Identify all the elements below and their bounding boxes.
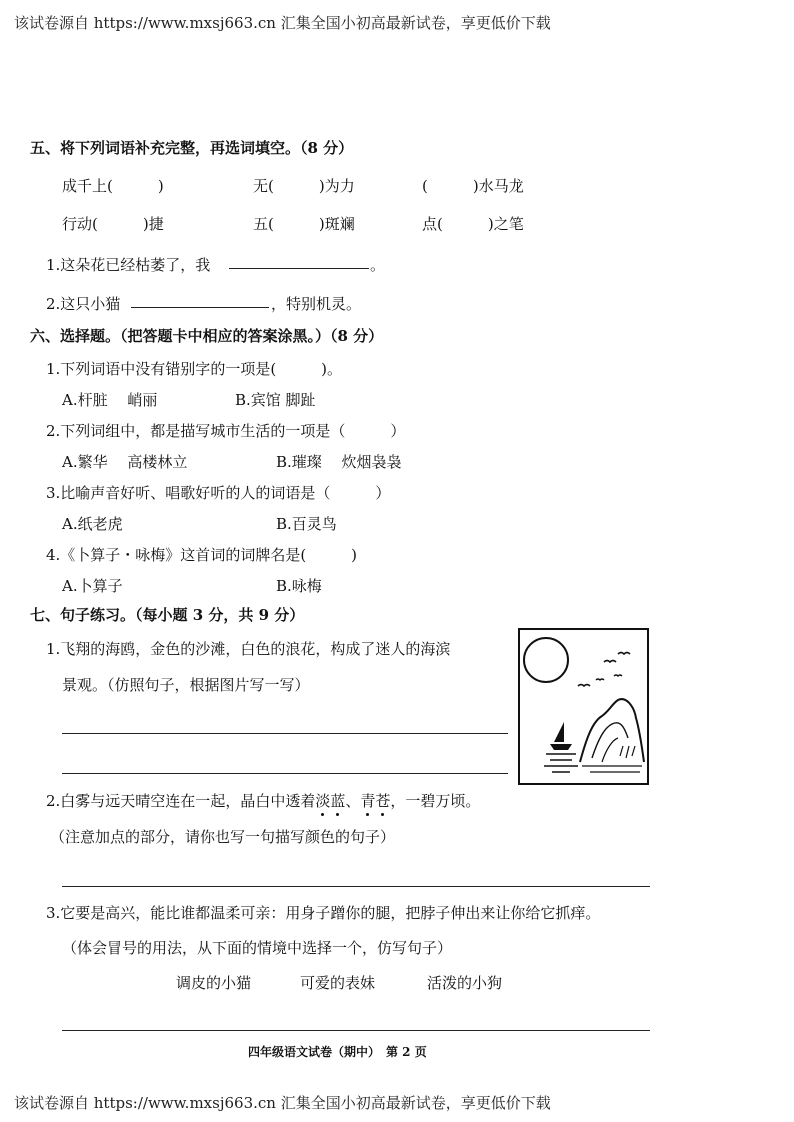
idiom-blank: 点( )之笔 — [422, 215, 524, 233]
option-a[interactable]: A.纸老虎 — [62, 515, 123, 533]
option-a[interactable]: A.繁华 高楼林立 — [62, 453, 188, 471]
dotted-character: 苍 — [375, 792, 391, 810]
question-stem: 4.《卜算子・咏梅》这首词的词牌名是( ) — [46, 546, 358, 564]
section-6-title: 六、选择题。（把答题卡中相应的答案涂黑。）（8 分） — [30, 327, 384, 345]
dotted-character: 蓝 — [330, 792, 346, 810]
dotted-character: 淡 — [315, 792, 331, 810]
option-b[interactable]: B.璀璨 炊烟袅袅 — [276, 453, 402, 471]
option-b[interactable]: B.咏梅 — [276, 577, 322, 595]
fill-sentence-2-end: ，特别机灵。 — [271, 295, 362, 313]
scenario-choice: 可爱的表妹 — [300, 974, 376, 992]
sentence-q1-line1: 1.飞翔的海鸥，金色的沙滩，白色的浪花，构成了迷人的海滨 — [46, 640, 451, 658]
sentence-q2 — [46, 790, 480, 811]
answer-line[interactable] — [131, 307, 269, 308]
sentence-q1-line2: 景观。（仿照句子，根据图片写一写） — [62, 676, 310, 694]
source-banner-top: 该试卷源自 https://www.mxsj663.cn 汇集全国小初高最新试卷，享更低价下载 — [14, 14, 551, 32]
scenario-choice: 活泼的小狗 — [427, 974, 503, 992]
idiom-blank: 五( )斑斓 — [253, 215, 355, 233]
sentence-q3-line1: 3.它要是高兴，能比谁都温柔可亲：用身子蹭你的腿，把脖子伸出来让你给它抓痒。 — [46, 904, 601, 922]
answer-line[interactable] — [229, 268, 369, 269]
option-a[interactable]: A.杆脏 峭丽 — [62, 391, 158, 409]
question-stem: 3.比喻声音好听、唱歌好听的人的词语是（ ） — [46, 484, 391, 502]
answer-line[interactable] — [62, 773, 508, 774]
dotted-character: 青 — [360, 792, 376, 810]
page-footer: 四年级语文试卷（期中） 第 2 页 — [248, 1045, 427, 1059]
sentence-q2-pre: 2.白雾与远天晴空连在一起，晶白中透着 — [46, 792, 316, 810]
option-b[interactable]: B.宾馆 脚趾 — [235, 391, 316, 409]
option-b[interactable]: B.百灵鸟 — [276, 515, 337, 533]
answer-line[interactable] — [62, 1030, 650, 1031]
fill-sentence-1-end: 。 — [370, 256, 386, 274]
idiom-blank: ( )水马龙 — [422, 177, 524, 195]
answer-line[interactable] — [62, 733, 508, 734]
sentence-q2-post: ，一碧万顷。 — [390, 792, 481, 810]
sentence-q3-note: （体会冒号的用法，从下面的情境中选择一个，仿写句子） — [62, 939, 453, 957]
section-7-title: 七、句子练习。（每小题 3 分，共 9 分） — [30, 606, 305, 624]
section-5-title: 五、将下列词语补充完整，再选词填空。（8 分） — [30, 139, 354, 157]
option-a[interactable]: A.卜算子 — [62, 577, 123, 595]
question-stem: 2.下列词组中，都是描写城市生活的一项是（ ） — [46, 422, 406, 440]
sentence-q2-note: （注意加点的部分，请你也写一句描写颜色的句子） — [50, 828, 396, 846]
seaside-drawing — [520, 630, 647, 783]
fill-sentence-2: 2.这只小猫 — [46, 295, 121, 313]
scenario-choice: 调皮的小猫 — [176, 974, 252, 992]
answer-line[interactable] — [62, 886, 650, 887]
sentence-q2-mid: 、 — [345, 792, 361, 810]
source-banner-bottom: 该试卷源自 https://www.mxsj663.cn 汇集全国小初高最新试卷，享更低价下载 — [14, 1094, 551, 1112]
fill-sentence-1: 1.这朵花已经枯萎了，我 — [46, 256, 211, 274]
seaside-picture — [518, 628, 649, 785]
idiom-blank: 成千上( ) — [62, 177, 164, 195]
idiom-blank: 无( )为力 — [253, 177, 355, 195]
question-stem: 1.下列词语中没有错别字的一项是( )。 — [46, 360, 343, 378]
idiom-blank: 行动( )捷 — [62, 215, 164, 233]
